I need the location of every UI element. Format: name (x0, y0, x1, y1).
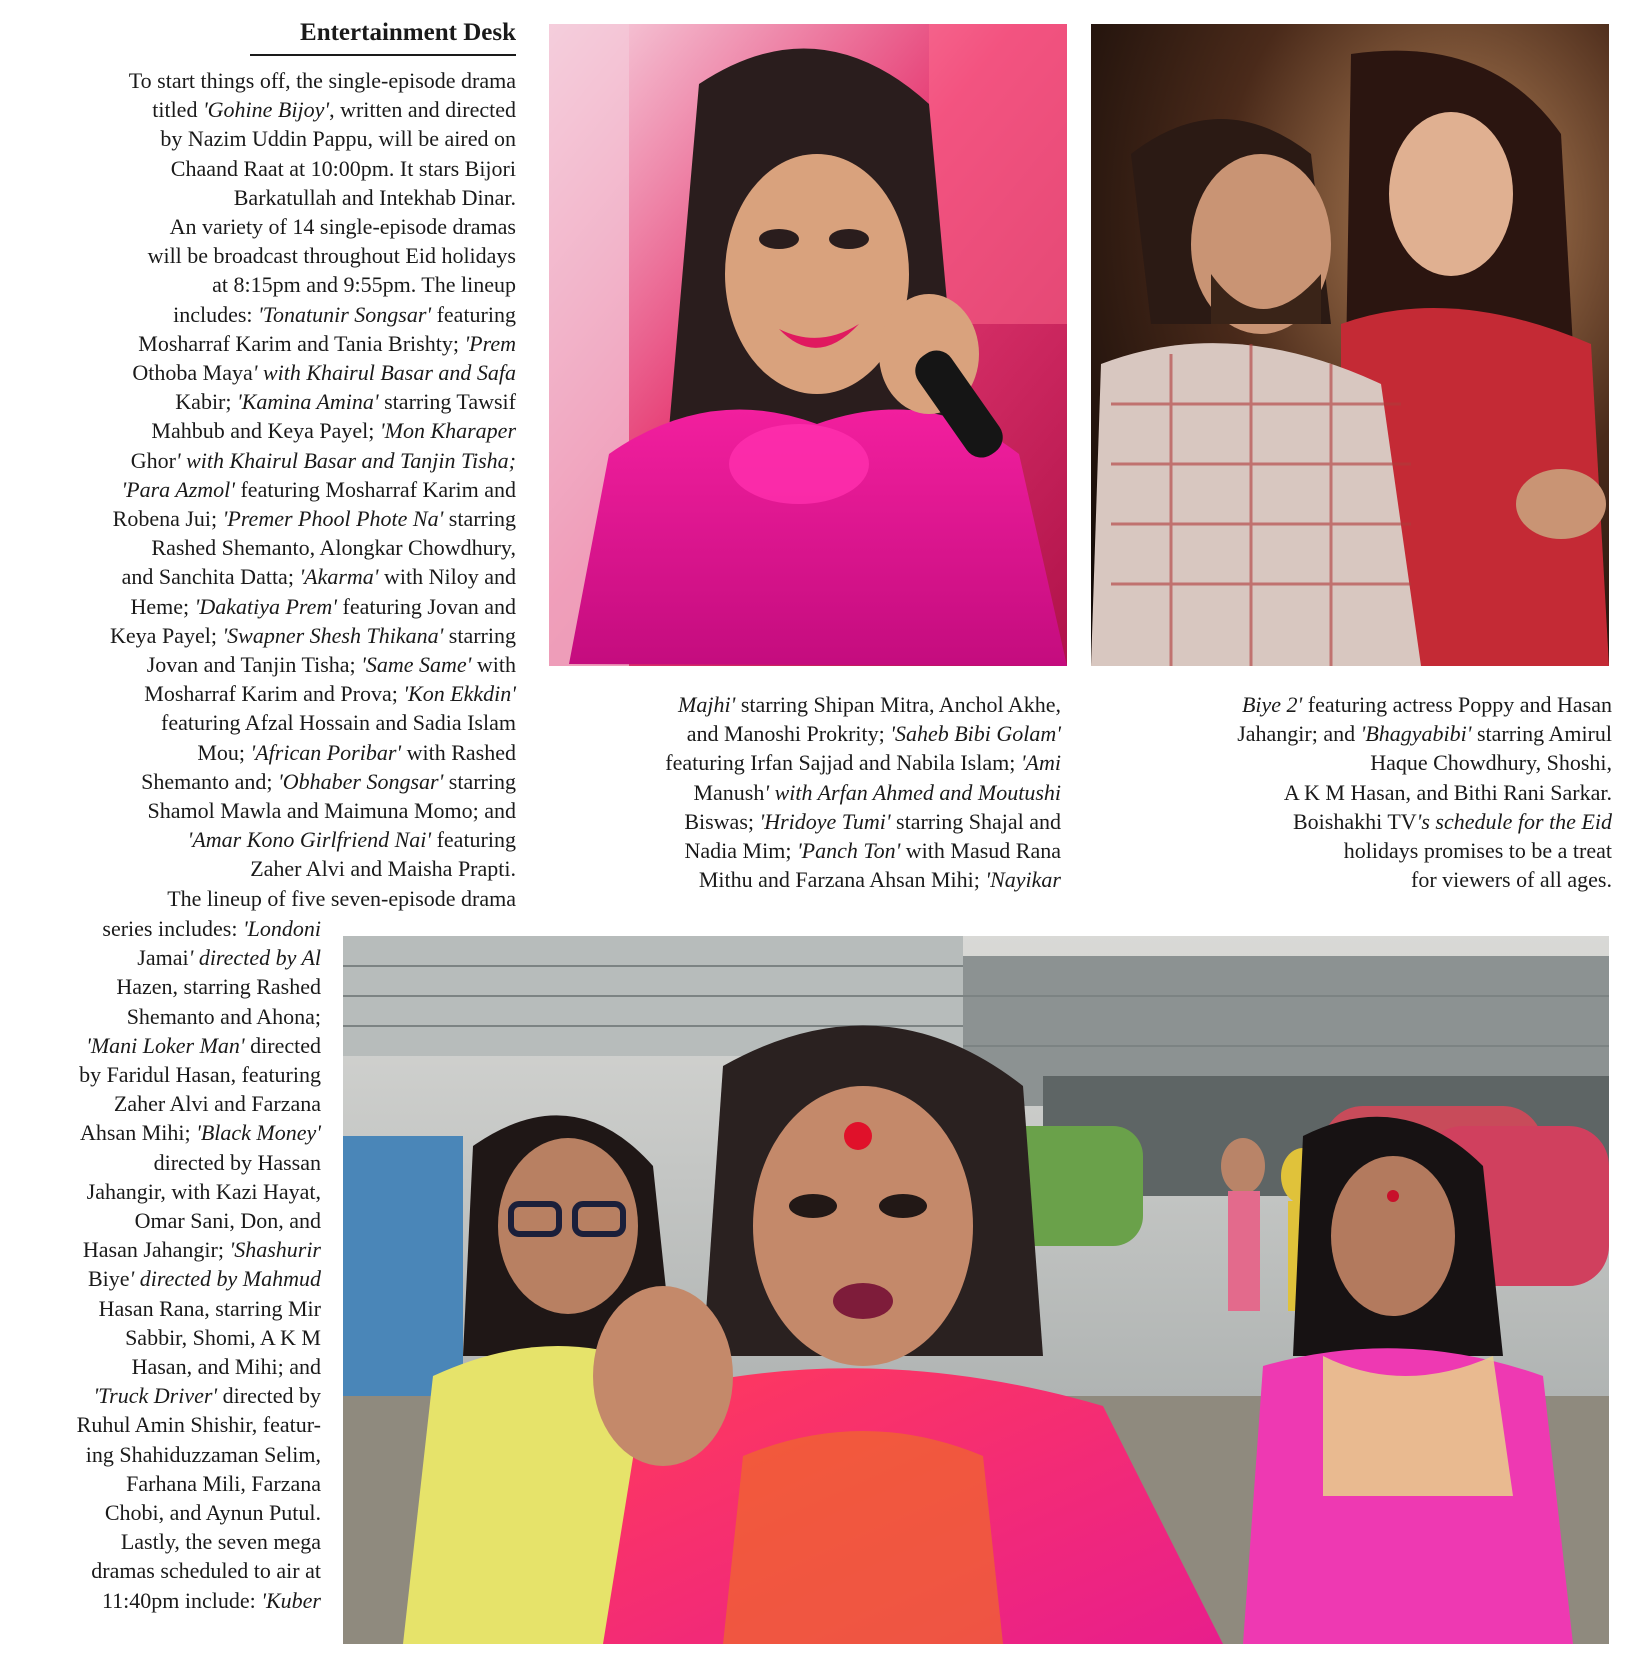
text-line: Shemanto and Ahona; (126, 1003, 321, 1029)
article-column-3 (1090, 690, 1612, 894)
text-line: Heme; 'Dakatiya Prem' featuring Jovan and (130, 593, 516, 619)
text-line: Hasan Rana, starring Mir (98, 1295, 321, 1321)
text-line: Boishakhi TV's schedule for the Eid (1293, 808, 1612, 834)
text-line: Ahsan Mihi; 'Black Money' (80, 1120, 321, 1146)
text-line: Hazen, starring Rashed (116, 974, 321, 1000)
text-line: Robena Jui; 'Premer Phool Phote Na' starring (112, 506, 516, 532)
text-line: Keya Payel; 'Swapner Shesh Thikana' starring (110, 622, 516, 648)
text-line: Majhi' starring Shipan Mitra, Anchol Akhe, (678, 692, 1061, 717)
text-line: Shemanto and; 'Obhaber Songsar' starring (141, 768, 516, 794)
text-line: dramas scheduled to air at (91, 1558, 321, 1584)
text-line: Hasan, and Mihi; and (131, 1354, 321, 1380)
text-line: series includes: 'Londoni (102, 916, 321, 941)
text-line: holidays promises to be a treat (1343, 838, 1612, 864)
text-line: Lastly, the seven mega (120, 1529, 321, 1555)
text-line: Manush' with Arfan Ahmed and Moutushi (693, 779, 1061, 805)
text-line: Chobi, and Aynun Putul. (104, 1500, 321, 1526)
text-line: Sabbir, Shomi, A K M (125, 1324, 321, 1350)
text-line: by Faridul Hasan, featuring (79, 1062, 321, 1088)
text-line: Biye 2' featuring actress Poppy and Hasan (1241, 692, 1612, 717)
article-column-1 (6, 66, 516, 913)
photo-street-scene (343, 936, 1609, 1644)
text-line: Mithu and Farzana Ahsan Mihi; 'Nayikar (698, 867, 1061, 893)
text-line: at 8:15pm and 9:55pm. The lineup (212, 272, 516, 298)
text-line: featuring Afzal Hossain and Sadia Islam (161, 710, 516, 736)
text-line: Jamai' directed by Al (137, 945, 321, 971)
text-line: Shamol Mawla and Maimuna Momo; and (147, 798, 516, 824)
text-line: Jahangir, with Kazi Hayat, (86, 1178, 321, 1204)
text-line: for viewers of all ages. (1411, 867, 1612, 893)
text-line: 'Mani Loker Man' directed (86, 1032, 321, 1058)
text-line: 'Amar Kono Girlfriend Nai' featuring (187, 827, 516, 853)
text-line: Mou; 'African Poribar' with Rashed (197, 739, 516, 765)
text-line: Zaher Alvi and Maisha Prapti. (250, 856, 516, 882)
text-line: Mosharraf Karim and Prova; 'Kon Ekkdin' (144, 681, 516, 707)
text-line: 11:40pm include: 'Kuber (102, 1587, 321, 1613)
text-line: Othoba Maya' with Khairul Basar and Safa (132, 360, 516, 386)
text-line: Ruhul Amin Shishir, featur- (76, 1412, 321, 1438)
text-line: Jovan and Tanjin Tisha; 'Same Same' with (146, 652, 516, 678)
photo-singer-on-stage (549, 24, 1067, 666)
text-line: A K M Hasan, and Bithi Rani Sarkar. (1283, 779, 1612, 805)
article-column-2 (540, 690, 1061, 894)
text-line: and Sanchita Datta; 'Akarma' with Niloy and (121, 564, 516, 590)
text-line: Biye' directed by Mahmud (87, 1266, 321, 1292)
text-line: includes: 'Tonatunir Songsar' featuring (173, 301, 516, 327)
text-line: Mosharraf Karim and Tania Brishty; 'Prem (138, 330, 516, 356)
photo-couple-embrace (1091, 24, 1609, 666)
text-line: Nadia Mim; 'Panch Ton' with Masud Rana (684, 838, 1061, 864)
text-line: ing Shahiduzzaman Selim, (85, 1441, 321, 1467)
text-line: Biswas; 'Hridoye Tumi' starring Shajal and (684, 808, 1061, 834)
text-line: directed by Hassan (153, 1149, 321, 1175)
text-line: 'Para Azmol' featuring Mosharraf Karim and (121, 476, 516, 502)
text-line: Omar Sani, Don, and (134, 1208, 321, 1234)
text-line: Rashed Shemanto, Alongkar Chowdhury, (151, 535, 516, 561)
text-line: Chaand Raat at 10:00pm. It stars Bijori (170, 155, 516, 181)
text-line: Barkatullah and Intekhab Dinar. (233, 184, 516, 210)
text-line: Haque Chowdhury, Shoshi, (1370, 750, 1612, 776)
text-line: Kabir; 'Kamina Amina' starring Tawsif (175, 389, 516, 415)
text-line: Farhana Mili, Farzana (126, 1470, 321, 1496)
text-line: by Nazim Uddin Pappu, will be aired on (160, 126, 516, 152)
article-column-1-continued (6, 914, 321, 1615)
byline: Entertainment Desk (250, 16, 516, 56)
text-line: titled 'Gohine Bijoy', written and directed (152, 97, 516, 123)
text-line: Hasan Jahangir; 'Shashurir (82, 1237, 321, 1263)
text-line: To start things off, the single-episode drama (128, 68, 516, 93)
text-line: featuring Irfan Sajjad and Nabila Islam; 'Ami (665, 750, 1061, 776)
text-line: Mahbub and Keya Payel; 'Mon Kharaper (151, 418, 516, 444)
text-line: The lineup of five seven-episode drama (167, 885, 516, 911)
text-line: Ghor' with Khairul Basar and Tanjin Tisha; (130, 447, 516, 473)
text-line: Zaher Alvi and Farzana (113, 1091, 321, 1117)
text-line: and Manoshi Prokrity; 'Saheb Bibi Golam' (686, 721, 1061, 747)
text-line: 'Truck Driver' directed by (93, 1383, 321, 1409)
text-line: will be broadcast throughout Eid holidays (147, 243, 516, 269)
text-line: Jahangir; and 'Bhagyabibi' starring Amirul (1237, 721, 1612, 747)
text-line: An variety of 14 single-episode dramas (169, 214, 516, 240)
